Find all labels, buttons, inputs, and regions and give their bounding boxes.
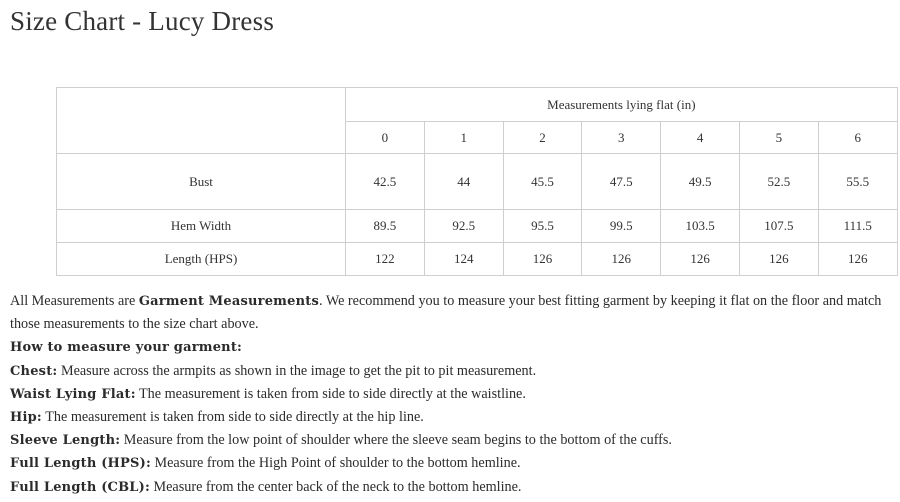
table-cell: 122 (346, 243, 425, 276)
table-cell: 126 (661, 243, 740, 276)
table-row-hem-width (57, 210, 898, 243)
table-row-length-hps (57, 243, 898, 276)
note-item-full-length-hps (10, 452, 895, 475)
size-header-cell: 3 (582, 122, 661, 154)
table-cell: 126 (739, 243, 818, 276)
note-term: Sleeve Length: (10, 433, 121, 449)
note-item-full-length-cbl (10, 476, 895, 499)
table-cell: 47.5 (582, 154, 661, 210)
table-cell: 99.5 (582, 210, 661, 243)
intro-paragraph (10, 290, 895, 336)
table-cell: 95.5 (503, 210, 582, 243)
size-header-cell: 6 (818, 122, 897, 154)
table-cell: 42.5 (346, 154, 425, 210)
table-cell: 55.5 (818, 154, 897, 210)
size-header-cell: 0 (346, 122, 425, 154)
note-term: Waist Lying Flat: (10, 386, 136, 402)
table-cell: 124 (424, 243, 503, 276)
table-corner-cell (57, 88, 346, 154)
table-cell: 45.5 (503, 154, 582, 210)
note-term: Chest: (10, 363, 58, 379)
note-text: Measure from the High Point of shoulder to the bottom hemline. (150, 455, 521, 472)
table-cell: 92.5 (424, 210, 503, 243)
size-header-cell: 2 (503, 122, 582, 154)
note-item-hip (10, 406, 895, 429)
measurements-group-header: Measurements lying flat (in) (346, 88, 898, 122)
note-text: The measurement is taken from side to side directly at the waistline. (135, 385, 526, 402)
note-term: Full Length (HPS): (10, 456, 151, 472)
intro-suffix: . We recommend you to measure your best fitting garment by keeping it flat on the floor and match those measurements to the size chart above. (10, 293, 882, 333)
size-header-cell: 1 (424, 122, 503, 154)
page-title: Size Chart - Lucy Dress (10, 6, 275, 36)
note-term: Hip: (10, 410, 42, 426)
table-cell: 49.5 (661, 154, 740, 210)
note-text: Measure from the center back of the neck to the bottom hemline. (149, 478, 522, 495)
how-to-heading-line (10, 336, 895, 359)
note-item-waist (10, 383, 895, 406)
row-label: Bust (57, 154, 346, 210)
table-cell: 107.5 (739, 210, 818, 243)
measurement-notes (10, 290, 895, 499)
note-text: The measurement is taken from side to side directly at the hip line. (41, 409, 424, 426)
note-item-chest (10, 360, 895, 383)
size-chart-table (56, 87, 898, 276)
intro-prefix: All Measurements are (10, 293, 139, 309)
table-header-row (57, 88, 898, 122)
table-cell: 89.5 (346, 210, 425, 243)
table-cell: 126 (818, 243, 897, 276)
note-text: Measure from the low point of shoulder where the sleeve seam begins to the bottom of the cuffs. (120, 432, 672, 449)
size-header-cell: 5 (739, 122, 818, 154)
table-cell: 126 (582, 243, 661, 276)
size-header-cell: 4 (661, 122, 740, 154)
note-term: Full Length (CBL): (10, 479, 150, 495)
table-cell: 126 (503, 243, 582, 276)
row-label: Hem Width (57, 210, 346, 243)
how-to-heading: How to measure your garment: (10, 340, 243, 356)
note-text: Measure across the armpits as shown in the image to get the pit to pit measurement. (57, 362, 537, 379)
row-label: Length (HPS) (57, 243, 346, 276)
table-cell: 44 (424, 154, 503, 210)
table-cell: 52.5 (739, 154, 818, 210)
table-row-bust (57, 154, 898, 210)
table-cell: 103.5 (661, 210, 740, 243)
table-cell: 111.5 (818, 210, 897, 243)
note-item-sleeve-length (10, 429, 895, 452)
intro-bold: Garment Measurements (138, 294, 319, 309)
